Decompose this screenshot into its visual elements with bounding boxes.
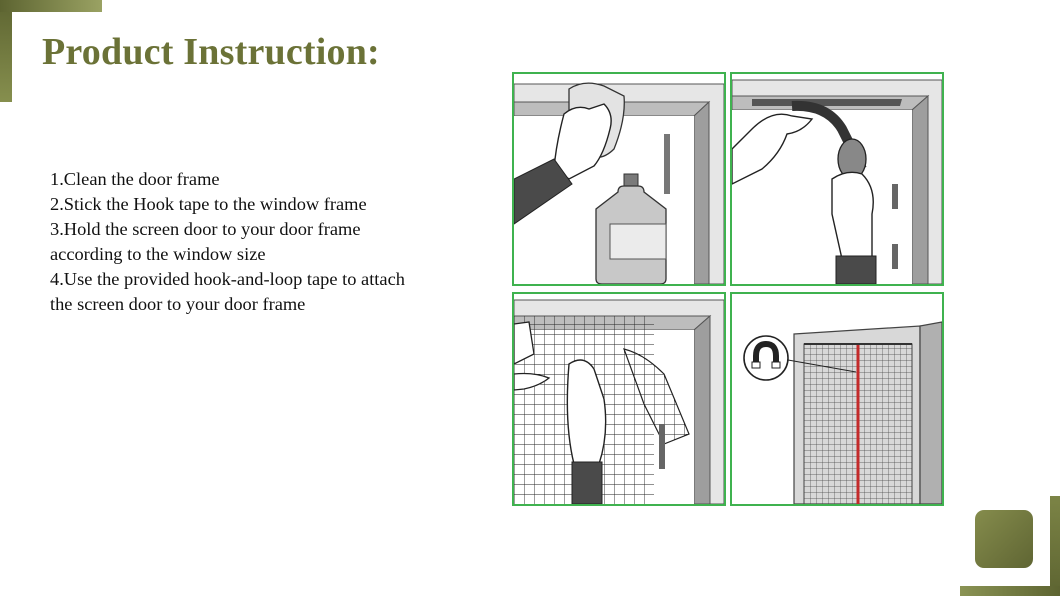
step-line: 2.Stick the Hook tape to the window frame xyxy=(50,194,367,214)
press-screen-drawing xyxy=(514,294,724,504)
instruction-steps xyxy=(50,167,490,317)
corner-accent-top-left xyxy=(0,0,12,102)
stick-tape-drawing xyxy=(732,74,942,284)
page-title: Product Instruction: xyxy=(42,31,380,73)
corner-badge xyxy=(975,510,1033,568)
magnetic-door-drawing xyxy=(732,294,942,504)
step-line: 3.Hold the screen door to your door frame xyxy=(50,219,361,239)
illustration-press-screen xyxy=(512,292,726,506)
corner-accent-top-left-horizontal xyxy=(0,0,102,12)
clean-frame-drawing xyxy=(514,74,724,284)
illustration-magnetic-door xyxy=(730,292,944,506)
step-line: 4.Use the provided hook-and-loop tape to attach xyxy=(50,269,405,289)
corner-accent-bottom-right xyxy=(1050,496,1060,596)
illustration-stick-tape xyxy=(730,72,944,286)
illustration-clean-frame xyxy=(512,72,726,286)
corner-accent-bottom-right-horizontal xyxy=(960,586,1060,596)
step-line: the screen door to your door frame xyxy=(50,294,306,314)
step-line: according to the window size xyxy=(50,244,266,264)
step-line: 1.Clean the door frame xyxy=(50,169,220,189)
